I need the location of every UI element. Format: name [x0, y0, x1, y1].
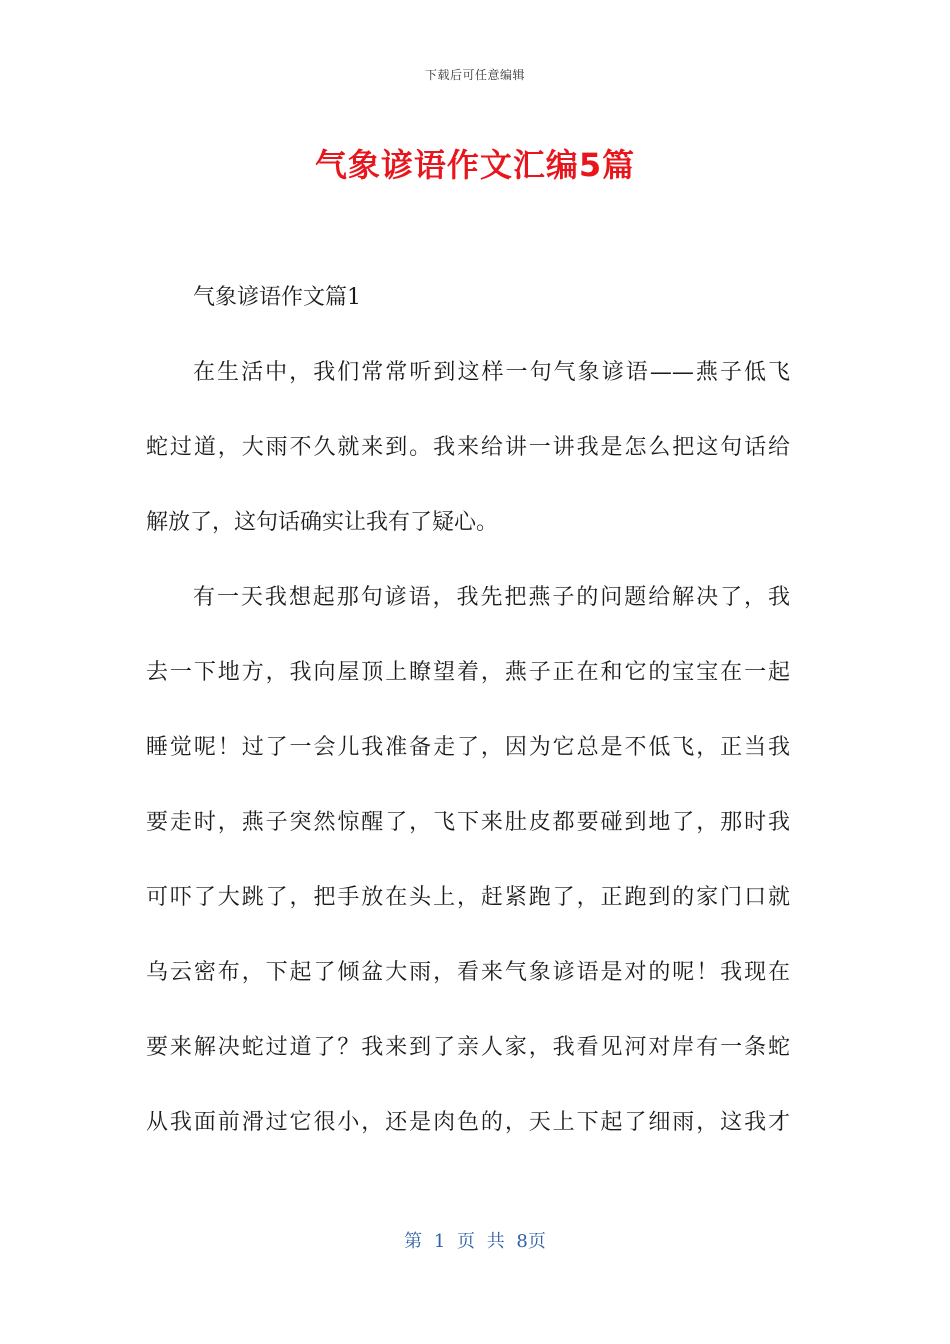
paragraph-line: 解放了，这句话确实让我有了疑心。: [146, 510, 499, 535]
page-header-note: 下载后可任意编辑: [424, 68, 525, 82]
paragraph-line: 从我面前滑过它很小，还是肉色的，天上下起了细雨，这我才: [146, 1110, 790, 1135]
paragraph-line: 要走时，燕子突然惊醒了，飞下来肚皮都要碰到地了，那时我: [146, 810, 790, 835]
paragraph: [146, 560, 790, 1160]
paragraph-line: 要来解决蛇过道了？我来到了亲人家，我看见河对岸有一条蛇: [146, 1035, 790, 1060]
paragraph-line: 睡觉呢！过了一会儿我准备走了，因为它总是不低飞，正当我: [146, 735, 790, 760]
document-title: 气象谚语作文汇编5篇: [314, 146, 636, 184]
paragraph-line: 蛇过道，大雨不久就来到。我来给讲一讲我是怎么把这句话给: [146, 435, 790, 460]
paragraph-line: 可吓了大跳了，把手放在头上，赶紧跑了，正跑到的家门口就: [146, 885, 790, 910]
paragraph: [146, 335, 790, 560]
section-heading: 气象谚语作文篇1: [193, 285, 361, 310]
paragraph-line: 乌云密布，下起了倾盆大雨，看来气象谚语是对的呢！我现在: [146, 960, 790, 985]
paragraph-line: 在生活中，我们常常听到这样一句气象谚语——燕子低飞: [193, 360, 790, 385]
page-number-footer: 第 1 页 共 8页: [404, 1231, 546, 1252]
paragraph-line: 去一下地方，我向屋顶上瞭望着，燕子正在和它的宝宝在一起: [146, 660, 790, 685]
paragraph-line: 有一天我想起那句谚语，我先把燕子的问题给解决了，我: [193, 585, 790, 610]
document-body: [146, 260, 790, 1160]
